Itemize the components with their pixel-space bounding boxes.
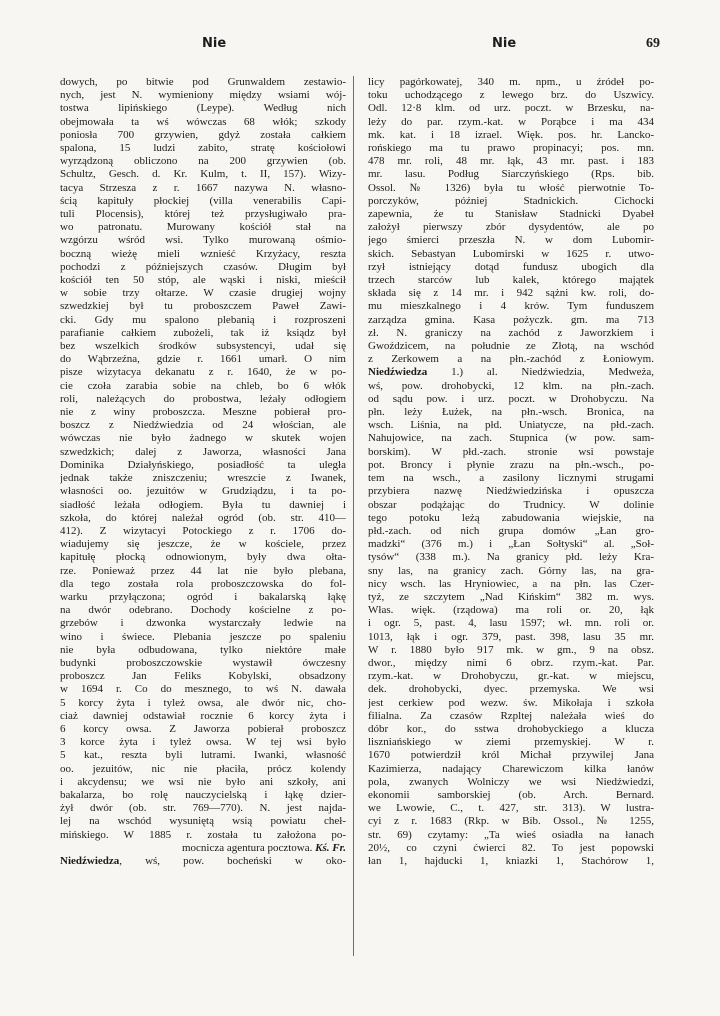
page-number: 69 <box>646 36 660 51</box>
text-line: bakalarza, bo rolę nauczycielską i łąkę dzier- <box>60 788 346 801</box>
text-line: obszar podążając do Trudnicy. W dolinie <box>368 498 654 511</box>
text-line: boszcz z Niedźwiedzia od 24 włościan, ale <box>60 419 346 432</box>
text-line: obejmowała ta wś wówczas 68 włók; szkody <box>60 115 346 128</box>
text-line: dóbr kor., do sstwa drohobyckiego a klucza <box>368 722 654 735</box>
text-line: nie była odbudowana, tylko niektóre małe <box>60 643 346 656</box>
text-line: szwedzkiej był tu proboszczem Paweł Zawi- <box>60 300 346 313</box>
text-line: w sobie trzy ołtarze. W czasie drugiej wojny <box>60 287 346 300</box>
text-line: boczną wieżę mieli wznieść Krzyżacy, reszta <box>60 247 346 260</box>
text-line: skich. Sebastyan Lubomirski w 1625 r. utwo- <box>368 247 654 260</box>
text-line: Włas. więk. (rządowa) ma roli or. 20, łąk <box>368 604 654 617</box>
text-line: siadłość leżała odłogiem. Była tu dawniej i <box>60 498 346 511</box>
right-column <box>368 76 654 868</box>
text-line: i ogr. 5, past. 4, lasu 1597; wł. mn. roli or. <box>368 617 654 630</box>
text-line: wzgórzu wśród wsi. Tylko murowaną ośmio- <box>60 234 346 247</box>
text-line: ekonomii samborskiej (ob. Arch. Bernard. <box>368 788 654 801</box>
text-line: 20½, co czyni ćwierci 82. To jest popowski <box>368 841 654 854</box>
text-line: mr. lasu. Podług Siarczyńskiego (Rps. bib. <box>368 168 654 181</box>
text-line: szkoła, do której należał ogród (ob. str. 410— <box>60 511 346 524</box>
text-line: nych, jest N. wymieniony między wsiami wój- <box>60 89 346 102</box>
text-line: mu mieszkalnego i 4 krów. Tym funduszem <box>368 300 654 313</box>
text-line: kościół ten 50 stóp, ale wąski i niski, mieścił <box>60 274 346 287</box>
text-line: cki. Gdy mu spalono plebanią i rozproszeni <box>60 313 346 326</box>
text-line: pola, zwanych Wolniczy we wsi Niedźwiedzi, <box>368 775 654 788</box>
text-line: leży do par. rzym.-kat. w Porąbce i ma 434 <box>368 115 654 128</box>
text-line: kapitułę płocką odnowionym, były dwa ołta- <box>60 551 346 564</box>
text-line: tyż, ze szczytem „Nad Kińskim“ 382 m. wys. <box>368 590 654 603</box>
text-line: w 1694 r. Co do mesznego, to wś N. dawała <box>60 683 346 696</box>
text-line: jego śmierci przeszła N. w dom Lubomir- <box>368 234 654 247</box>
text-line: tem na wsch., a zasilony licznymi strugami <box>368 472 654 485</box>
text-line: madzki“ (376 m.) i „Łan Sołtyski“ al. „Soł- <box>368 538 654 551</box>
text-line: zł. N. graniczy na zachód z Jaworzkiem i <box>368 326 654 339</box>
text-line: rzym.-kat. w Drohobyczu, gr.-kat. w miejscu, <box>368 670 654 683</box>
text-line: dek. drohobycki, dyec. przemyska. We wsi <box>368 683 654 696</box>
text-line: pochodzi z późniejszych czasów. Długim był <box>60 260 346 273</box>
text-line: wyrządzoną obliczono na 200 grzywien (ob. <box>60 155 346 168</box>
text-line: 478 mr. roli, 48 mr. łąk, 43 mr. past. i 183 <box>368 155 654 168</box>
text-line: Gwoździcem, na południe ze Złotą, na wschód <box>368 340 654 353</box>
text-line: dowych, po bitwie pod Grunwaldem zestawio- <box>60 76 346 88</box>
text-line: lej na wschód wysuniętą wsią powiatu cheł- <box>60 815 346 828</box>
text-line: 5 korcy żyta i tyleż owsa, ale dwór nic, cho- <box>60 696 346 709</box>
text-line: wś, pow. drohobycki, 12 klm. na płn.-zach. <box>368 379 654 392</box>
text-line: str. 69) czytamy: „Ta wieś osiadła na łanach <box>368 828 654 841</box>
text-line: tego potoku leżą zabudowania wiejskie, na <box>368 511 654 524</box>
text-line: wiadujemy się jeszcze, że w kościele, przez <box>60 538 346 551</box>
text-line: cyi z r. 1683 (Rkp. w Bib. Ossol., № 1255, <box>368 815 654 828</box>
text-line: wo patronatu. Murowany kościół stał na <box>60 221 346 234</box>
text-line: dwor., między nimi 6 obrz. rzym.-kat. Par. <box>368 656 654 669</box>
text-line: rze. Ponieważ przez 44 lat nie było plebana, <box>60 564 346 577</box>
text-line: Nahujowice, na zach. Stupnica (w pow. sam- <box>368 432 654 445</box>
text-line: od sądu pow. i urz. poczt. w Drohobyczu. Na <box>368 392 654 405</box>
text-line: Odl. 12·8 klm. od urz. poczt. w Brzesku, na- <box>368 102 654 115</box>
text-line: we Lwowie, C., t. 427, str. 313). W lustra- <box>368 802 654 815</box>
text-line: założył pierwszy zbór dysydentów, ale po <box>368 221 654 234</box>
text-line: trzech starców lub kalek, którego majątek <box>368 274 654 287</box>
text-line: sny las, na granicy zach. Górny las, na gra- <box>368 564 654 577</box>
text-line <box>60 842 346 855</box>
text-line: roli, należących do probostwa, leżały odłogiem <box>60 392 346 405</box>
text-line: przybiera nazwę Niedźwiedzińska i opuszcza <box>368 485 654 498</box>
text-line: Dominika Działyńskiego, posiadłość ta uległa <box>60 458 346 471</box>
text-line: liszniańskiego w ziemi przemyskiej. W r. <box>368 736 654 749</box>
text-line: żył dwór (ob. str. 769—770). N. jest najda- <box>60 802 346 815</box>
text-line: porczyków, później Stadnickich. Cichocki <box>368 194 654 207</box>
text-line: do Wąbrzeźna, gdzie r. 1661 umarł. O nim <box>60 353 346 366</box>
text-line: Kazimierza, nadający Charewiczom kilka łanów <box>368 762 654 775</box>
author-signature: Kś. Fr. <box>315 841 346 854</box>
text-line: nie z winy proboszcza. Meszne pobierał pro- <box>60 406 346 419</box>
text-line: mińskiego. W 1885 r. została tu założona po- <box>60 828 346 841</box>
text-line: grzebów i dzwonka wystarczały ledwie na <box>60 617 346 630</box>
text-line: rzył istniejący dotąd fundusz ubogich dla <box>368 260 654 273</box>
text-line: borskim). W płd.-zach. stronie wsi powstaje <box>368 445 654 458</box>
text-line: licy pagórkowatej, 340 m. npm., u źródeł po- <box>368 76 654 88</box>
text-line: składa się z 14 mr. i 942 sążni kw. roli, do- <box>368 287 654 300</box>
text-line: tostwa lipińskiego (Leype). Według nich <box>60 102 346 115</box>
text-line: mk. kat. i 18 izrael. Więk. pos. hr. Lancko- <box>368 128 654 141</box>
text-line: zapewnia, że tu Stanisław Stadnicki Dyabeł <box>368 208 654 221</box>
text-line: Niedźwiedza, wś, pow. bocheński w oko- <box>60 854 346 867</box>
running-head-left: Nie <box>202 36 227 51</box>
text-line: dla tego została rola proboszczowska do fol- <box>60 577 346 590</box>
text-line: Niedźwiedza 1.) al. Niedźwiedzia, Medweża, <box>368 366 654 379</box>
text-line: ścią kapituły płockiej (villa venerabilis Capi- <box>60 194 346 207</box>
text-line: zarządza gmina. Kasa pożyczk. gm. ma 713 <box>368 313 654 326</box>
text-line: szwedzkich; dalej z Jaworza, własności Jana <box>60 445 346 458</box>
text-line: nicy wsch. las Hryniowiec, a na płn. las Czer- <box>368 577 654 590</box>
running-head-center: Nie <box>492 36 517 51</box>
text-line: bez wszelkich środków subsystencyi, udał się <box>60 340 346 353</box>
text-line: spalona, 15 ludzi zabito, stratę kościołowi <box>60 142 346 155</box>
entry-headword: Niedźwiedza <box>368 366 428 379</box>
text-line: jest cerkiew pod wezw. św. Mikołaja i szkoła <box>368 696 654 709</box>
text-line: parafianie całkiem zubożeli, tak iż ksiądz był <box>60 326 346 339</box>
text-line: płd.-zach. od nich grupa domów „Łan gro- <box>368 524 654 537</box>
text-line: budynki proboszczowskie wystawił ówczesny <box>60 656 346 669</box>
text-line: 1670 potwierdził król Michał przywilej Jana <box>368 749 654 762</box>
text-line: tuli Plocensis), której też przysługiwało pra- <box>60 208 346 221</box>
text-line: własności oo. jezuitów w Grudziądzu, i ta po- <box>60 485 346 498</box>
text-line: wsch. Liśnia, na płd. Uniatycze, na płd.-zach. <box>368 419 654 432</box>
text-line: z Zerkowem a na płn.-zachód z Łoniowym. <box>368 353 654 366</box>
text-line: filialna. Za czasów Rzpltej należała wieś do <box>368 709 654 722</box>
text-line: łan 1, hajducki 1, kniazki 1, Stachórow 1, <box>368 854 654 867</box>
text-line: warku przyłączona; ogród i bakalarską łąkę <box>60 590 346 603</box>
text-line: pot. Broncy i płynie zrazu na płn.-wsch., po- <box>368 458 654 471</box>
text-line: toku uchodzącego z lewego brz. do Uszwicy. <box>368 89 654 102</box>
text-line: oo. jezuitów, nic nie płaciła, prócz kolendy <box>60 762 346 775</box>
text-line: poniosła 700 grzywien, gdyż została całkiem <box>60 128 346 141</box>
text-line: i akcydensu; we wsi nie było ani szkoły, ani <box>60 775 346 788</box>
column-divider <box>353 76 354 956</box>
text-line: płn. leży Łużek, na płn.-wsch. Bronica, na <box>368 406 654 419</box>
text-line: jednak także zniszczeniu; wreszcie z Iwanek, <box>60 472 346 485</box>
text-line: cie czoła zarabia sobie na chleb, bo 6 włók <box>60 379 346 392</box>
text-line: pisze wizytacya dekanatu z r. 1640, że w po- <box>60 366 346 379</box>
text-line: proboszcz Jan Feliks Kobylski, obsadzony <box>60 670 346 683</box>
text-line: na dwór odebrano. Dochody kościelne z po- <box>60 604 346 617</box>
left-column <box>60 76 346 868</box>
text-line: W r. 1880 było 917 mk. w gm., 9 na obsz. <box>368 643 654 656</box>
text-line: rońskiego ma tu prawo propinacyi; pos. mn. <box>368 142 654 155</box>
text-line: ciaż dawniej odstawiał rocznie 6 korcy żyta i <box>60 709 346 722</box>
text-line: wino i świece. Plebania jeszcze po spaleniu <box>60 630 346 643</box>
text-line: 1013, łąk i ogr. 379, past. 398, lasu 35 mr. <box>368 630 654 643</box>
page-header <box>60 36 660 56</box>
text-line: tacya Strzesza z r. 1667 nazywa N. własno- <box>60 181 346 194</box>
line-text: mocnicza agentura pocztowa. <box>181 841 313 854</box>
text-line: Ossol. № 1326) była tu włość pierwotnie To- <box>368 181 654 194</box>
text-line: 5 kat., reszta byli lutrami. Iwanki, własność <box>60 749 346 762</box>
text-line: 412). Z wizytacyi Potockiego z r. 1706 do- <box>60 524 346 537</box>
text-line: tysów“ (338 m.). Na granicy płd. leży Kra- <box>368 551 654 564</box>
entry-headword: Niedźwiedza <box>60 854 120 867</box>
text-line: 6 korcy owsa. Z Jaworza pobierał proboszcz <box>60 722 346 735</box>
text-line: Schultz, Gesch. d. Kr. Kulm, t. II, 157). Wizy- <box>60 168 346 181</box>
text-line: 3 korce żyta i tyleż owsa. W tej wsi było <box>60 736 346 749</box>
text-line: wówczas nie było żadnego w skutek wojen <box>60 432 346 445</box>
